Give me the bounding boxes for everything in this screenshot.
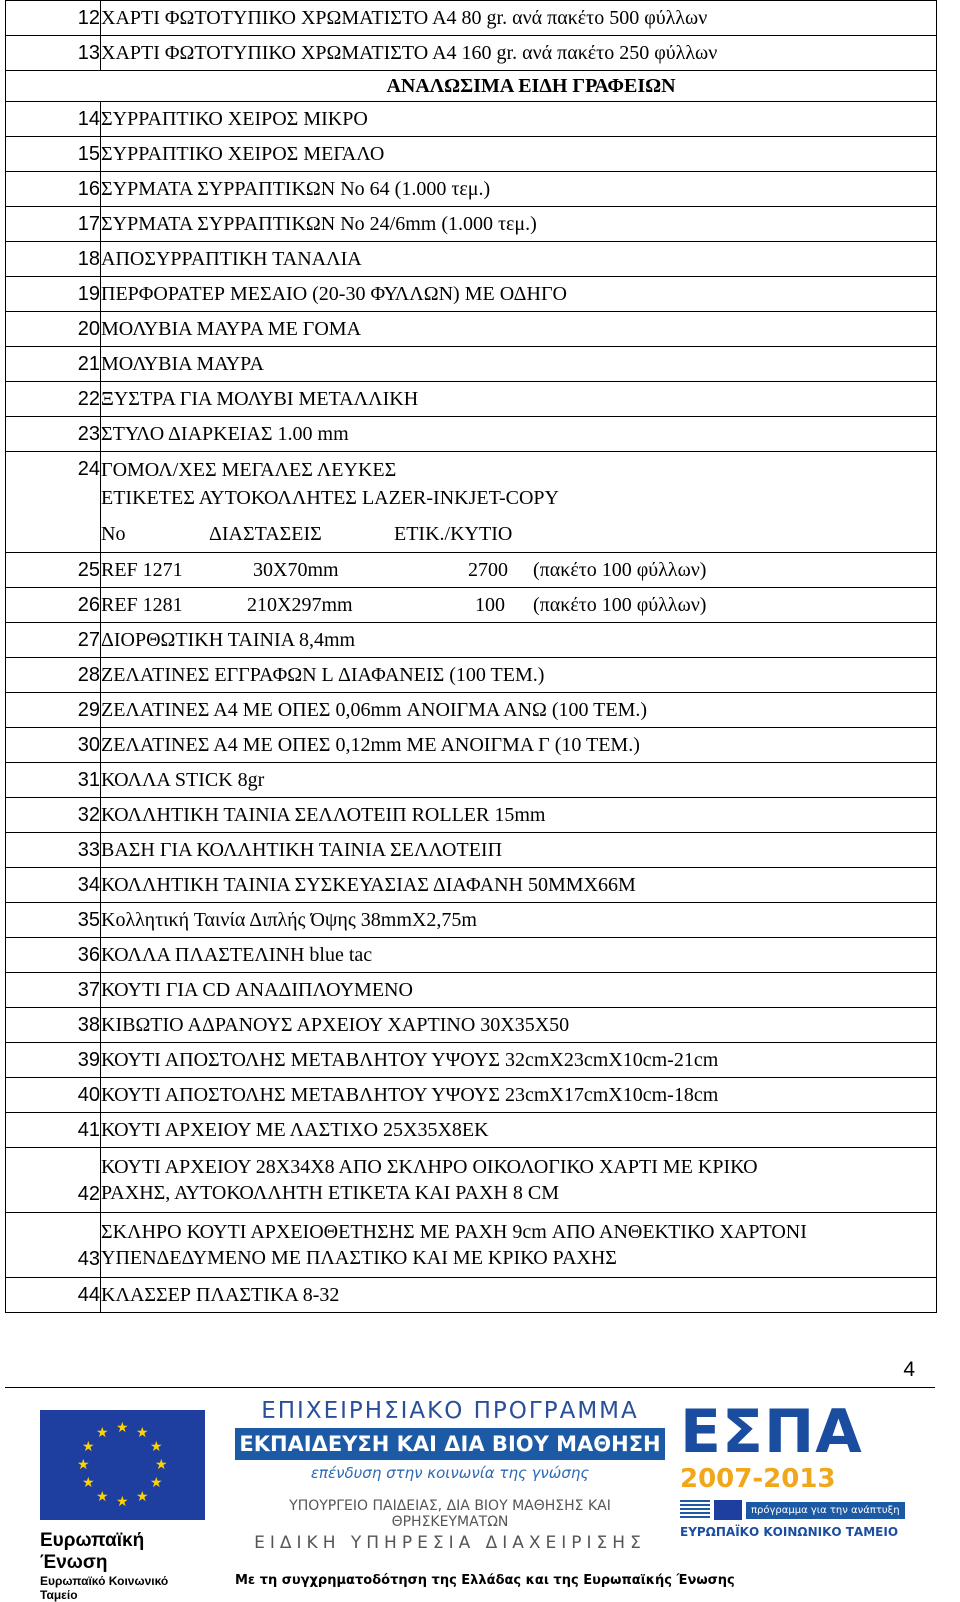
row-number: 21 [6, 347, 101, 382]
row-number: 23 [6, 417, 101, 452]
row-description: ΖΕΛΑΤΙΝΕΣ Α4 ΜΕ ΟΠΕΣ 0,12mm ΜΕ ΑΝΟΙΓΜΑ Γ (10 ΤΕΜ.) [101, 728, 937, 763]
table-row [6, 172, 937, 207]
labels-column-header [101, 512, 936, 552]
programme-title: ΕΠΙΧΕΙΡΗΣΙΑΚΟ ΠΡΟΓΡΑΜΜΑ [261, 1398, 639, 1424]
row-number: 43 [6, 1213, 101, 1278]
table-row [6, 1, 937, 36]
table-row [6, 277, 937, 312]
row-description: ΚΟΥΤΙ ΑΠΟΣΤΟΛΗΣ ΜΕΤΑΒΛΗΤΟΥ ΥΨΟΥΣ 23cmΧ17cmΧ10cm-18cm [101, 1078, 937, 1113]
table-row [6, 102, 937, 137]
table-row [6, 658, 937, 693]
row-number: 27 [6, 623, 101, 658]
row-description: ΓΟΜΟΛ/ΧΕΣ ΜΕΓΑΛΕΣ ΛΕΥΚΕΣ [101, 459, 397, 481]
label-row [101, 588, 937, 623]
row-number: 22 [6, 382, 101, 417]
espa-logo [680, 1397, 920, 1539]
row-number: 33 [6, 833, 101, 868]
row-description: ΚΙΒΩΤΙΟ ΑΔΡΑΝΟΥΣ ΑΡΧΕΙΟΥ ΧΑΡΤΙΝΟ 30Χ35Χ50 [101, 1008, 937, 1043]
row-number: 35 [6, 903, 101, 938]
row-description: Κολλητική Ταινία Διπλής Όψης 38mmX2,75m [101, 903, 937, 938]
row-description: ΚΟΥΤΙ ΑΡΧΕΙΟΥ ΜΕ ΛΑΣΤΙΧΟ 25Χ35Χ8ΕΚ [101, 1113, 937, 1148]
row-description: ΣΤΥΛΟ ΔΙΑΡΚΕΙΑΣ 1.00 mm [101, 417, 937, 452]
row-number: 28 [6, 658, 101, 693]
row-number: 25 [6, 553, 101, 588]
row-number: 14 [6, 102, 101, 137]
row-number: 32 [6, 798, 101, 833]
row-number: 13 [6, 36, 101, 71]
table-row [6, 938, 937, 973]
row-number: 12 [6, 1, 101, 36]
table-row [6, 903, 937, 938]
table-row [6, 1148, 937, 1213]
row-description: ΠΕΡΦΟΡΑΤΕΡ ΜΕΣΑΙΟ (20-30 ΦΥΛΛΩΝ) ΜΕ ΟΔΗΓΟ [101, 277, 937, 312]
labels-title: ΕΤΙΚΕΤΕΣ ΑΥΤΟΚΟΛΛΗΤΕΣ LAZER-INKJET-COPY [101, 487, 559, 509]
row-description: ΚΟΛΛΑ ΠΛΑΣΤΕΛΙΝΗ blue tac [101, 938, 937, 973]
label-row [101, 553, 937, 588]
row-number: 16 [6, 172, 101, 207]
eu-flag-icon: ★ ★ ★ ★ ★ ★ ★ ★ ★ ★ ★ ★ [40, 1410, 205, 1520]
section-header-row [6, 71, 937, 102]
row-number: 31 [6, 763, 101, 798]
espa-programme: πρόγραμμα για την ανάπτυξη [746, 1502, 905, 1519]
row-number: 41 [6, 1113, 101, 1148]
row-number: 37 [6, 973, 101, 1008]
programme-logo [235, 1398, 665, 1553]
table-row [6, 207, 937, 242]
row-description: ΣΥΡΜΑΤΑ ΣΥΡΡΑΠΤΙΚΩΝ Νο 64 (1.000 τεμ.) [101, 172, 937, 207]
funding-footer [5, 1387, 935, 1602]
label-pack: (πακέτο 100 φύλλων) [533, 559, 707, 581]
row-description: ΚΟΥΤΙ ΓΙΑ CD ΑΝΑΔΙΠΛΟΥΜΕΝΟ [101, 973, 937, 1008]
cofunding-note: Με τη συγχρηματοδότηση της Ελλάδας και της Ευρωπαϊκής Ένωσης [235, 1573, 735, 1588]
row-number: 36 [6, 938, 101, 973]
label-ref: REF 1271 [101, 559, 183, 581]
row-description-line: ΥΠΕΝΔΕΔΥΜΕΝΟ ΜΕ ΠΛΑΣΤΙΚΟ ΚΑΙ ΜΕ ΚΡΙΚΟ ΡΑΧΗΣ [101, 1247, 617, 1269]
row-description: ΒΑΣΗ ΓΙΑ ΚΟΛΛΗΤΙΚΗ ΤΑΙΝΙΑ ΣΕΛΛΟΤΕΙΠ [101, 833, 937, 868]
ministry-name: ΥΠΟΥΡΓΕΙΟ ΠΑΙΔΕΙΑΣ, ΔΙΑ ΒΙΟΥ ΜΑΘΗΣΗΣ ΚΑΙ ΘΡΗΣΚΕΥΜΑΤΩΝ [289, 1498, 611, 1530]
programme-band: ΕΚΠΑΙΔΕΥΣΗ ΚΑΙ ΔΙΑ ΒΙΟΥ ΜΑΘΗΣΗ [235, 1428, 665, 1460]
row-number: 34 [6, 868, 101, 903]
row-description: ΞΥΣΤΡΑ ΓΙΑ ΜΟΛΥΒΙ ΜΕΤΑΛΛΙΚΗ [101, 382, 937, 417]
label-qty: 100 [475, 594, 505, 616]
table-row [6, 973, 937, 1008]
labels-col-no: Νο [101, 523, 126, 545]
espa-years: 2007-2013 [680, 1464, 836, 1494]
table-row [6, 1278, 937, 1313]
programme-slogan: επένδυση στην κοινωνία της γνώσης [310, 1464, 590, 1482]
row-description: ΖΕΛΑΤΙΝΕΣ Α4 ΜΕ ΟΠΕΣ 0,06mm ΑΝΟΙΓΜΑ ΑΝΩ (100 ΤΕΜ.) [101, 693, 937, 728]
eu-title: Ευρωπαϊκή Ένωση [40, 1530, 145, 1573]
row-number: 17 [6, 207, 101, 242]
label-qty: 2700 [468, 559, 508, 581]
items-table [5, 0, 937, 1313]
label-pack: (πακέτο 100 φύλλων) [533, 594, 707, 616]
table-row [6, 1043, 937, 1078]
row-description: ΖΕΛΑΤΙΝΕΣ ΕΓΓΡΑΦΩΝ L ΔΙΑΦΑΝΕΙΣ (100 ΤΕΜ.) [101, 658, 937, 693]
row-description-line: ΣΚΛΗΡΟ ΚΟΥΤΙ ΑΡΧΕΙΟΘΕΤΗΣΗΣ ΜΕ ΡΑΧΗ 9cm ΑΠΟ ΑΝΘΕΚΤΙΚΟ ΧΑΡΤΟΝΙ [101, 1221, 807, 1243]
row-number: 44 [6, 1278, 101, 1313]
row-description: ΑΠΟΣΥΡΡΑΠΤΙΚΗ ΤΑΝΑΛΙΑ [101, 242, 937, 277]
row-description: ΧΑΡΤΙ ΦΩΤΟΤΥΠΙΚΟ ΧΡΩΜΑΤΙΣΤΟ Α4 80 gr. ανά πακέτο 500 φύλλων [101, 1, 937, 36]
table-row [6, 868, 937, 903]
row-number: 42 [6, 1148, 101, 1213]
row-description: ΜΟΛΥΒΙΑ ΜΑΥΡΑ [101, 347, 937, 382]
label-dims: 210X297mm [247, 594, 353, 616]
eu-subtitle: Ευρωπαϊκό Κοινωνικό Ταμείο [40, 1574, 169, 1602]
row-number: 18 [6, 242, 101, 277]
label-dims: 30X70mm [253, 559, 339, 581]
labels-col-dims: ΔΙΑΣΤΑΣΕΙΣ [209, 523, 322, 545]
table-row [6, 1078, 937, 1113]
row-number: 19 [6, 277, 101, 312]
table-row [6, 833, 937, 868]
page-number: 4 [903, 1358, 915, 1381]
row-description: ΣΥΡΡΑΠΤΙΚΟ ΧΕΙΡΟΣ ΜΙΚΡΟ [101, 102, 937, 137]
eu-flag-small-icon [714, 1500, 742, 1520]
greek-flag-icon [680, 1500, 710, 1520]
row-description: ΚΟΛΛΗΤΙΚΗ ΤΑΙΝΙΑ ΣΕΛΛΟΤΕΙΠ ROLLER 15mm [101, 798, 937, 833]
row-description: ΚΟΛΛΗΤΙΚΗ ΤΑΙΝΙΑ ΣΥΣΚΕΥΑΣΙΑΣ ΔΙΑΦΑΝΗ 50ΜΜΧ66Μ [101, 868, 937, 903]
table-row [6, 452, 937, 553]
table-row [6, 728, 937, 763]
espa-word: ΕΣΠΑ [680, 1397, 863, 1467]
table-row [6, 1213, 937, 1278]
table-row [6, 382, 937, 417]
table-row [6, 1008, 937, 1043]
row-description: ΚΟΛΛΑ STICK 8gr [101, 763, 937, 798]
table-row [6, 763, 937, 798]
table-row [6, 417, 937, 452]
table-row [6, 693, 937, 728]
row-description: ΜΟΛΥΒΙΑ ΜΑΥΡΑ ΜΕ ΓΟΜΑ [101, 312, 937, 347]
row-description: ΧΑΡΤΙ ΦΩΤΟΤΥΠΙΚΟ ΧΡΩΜΑΤΙΣΤΟ Α4 160 gr. ανά πακέτο 250 φύλλων [101, 36, 937, 71]
table-row [6, 137, 937, 172]
row-description-block [101, 452, 937, 553]
row-number: 15 [6, 137, 101, 172]
table-row [6, 312, 937, 347]
labels-col-perbox: ΕΤΙΚ./ΚΥΤΙΟ [394, 523, 513, 545]
row-description: ΚΟΥΤΙ ΑΠΟΣΤΟΛΗΣ ΜΕΤΑΒΛΗΤΟΥ ΥΨΟΥΣ 32cmΧ23cmΧ10cm-21cm [101, 1043, 937, 1078]
espa-flags [680, 1500, 920, 1520]
table-row [6, 623, 937, 658]
row-number: 38 [6, 1008, 101, 1043]
row-description: ΣΥΡΜΑΤΑ ΣΥΡΡΑΠΤΙΚΩΝ Νο 24/6mm (1.000 τεμ.) [101, 207, 937, 242]
row-number: 40 [6, 1078, 101, 1113]
row-number: 30 [6, 728, 101, 763]
table-row [6, 798, 937, 833]
row-number: 24 [6, 452, 101, 553]
table-row [6, 347, 937, 382]
row-description-block [101, 1148, 937, 1213]
row-description: ΚΛΑΣΣΕΡ ΠΛΑΣΤΙΚΑ 8-32 [101, 1278, 937, 1313]
row-number: 39 [6, 1043, 101, 1078]
row-description-line: ΚΟΥΤΙ ΑΡΧΕΙΟΥ 28Χ34Χ8 ΑΠΟ ΣΚΛΗΡΟ ΟΙΚΟΛΟΓΙΚΟ ΧΑΡΤΙ ΜΕ ΚΡΙΚΟ [101, 1156, 758, 1178]
section-header: ΑΝΑΛΩΣΙΜΑ ΕΙΔΗ ΓΡΑΦΕΙΩΝ [6, 71, 937, 102]
table-row [6, 36, 937, 71]
row-description: ΔΙΟΡΘΩΤΙΚΗ ΤΑΙΝΙΑ 8,4mm [101, 623, 937, 658]
label-ref: REF 1281 [101, 594, 183, 616]
row-number: 26 [6, 588, 101, 623]
row-description: ΣΥΡΡΑΠΤΙΚΟ ΧΕΙΡΟΣ ΜΕΓΑΛΟ [101, 137, 937, 172]
table-row [6, 588, 937, 623]
row-description-line: ΡΑΧΗΣ, ΑΥΤΟΚΟΛΛΗΤΗ ΕΤΙΚΕΤΑ ΚΑΙ ΡΑΧΗ 8 CM [101, 1182, 559, 1204]
agency-name: ΕΙΔΙΚΗ ΥΠΗΡΕΣΙΑ ΔΙΑΧΕΙΡΙΣΗΣ [254, 1533, 646, 1553]
row-description-block [101, 1213, 937, 1278]
espa-fund: ΕΥΡΩΠΑΪΚΟ ΚΟΙΝΩΝΙΚΟ ΤΑΜΕΙΟ [680, 1525, 899, 1539]
row-number: 29 [6, 693, 101, 728]
table-row [6, 242, 937, 277]
row-number: 20 [6, 312, 101, 347]
eu-logo [40, 1410, 205, 1602]
table-row [6, 553, 937, 588]
table-row [6, 1113, 937, 1148]
